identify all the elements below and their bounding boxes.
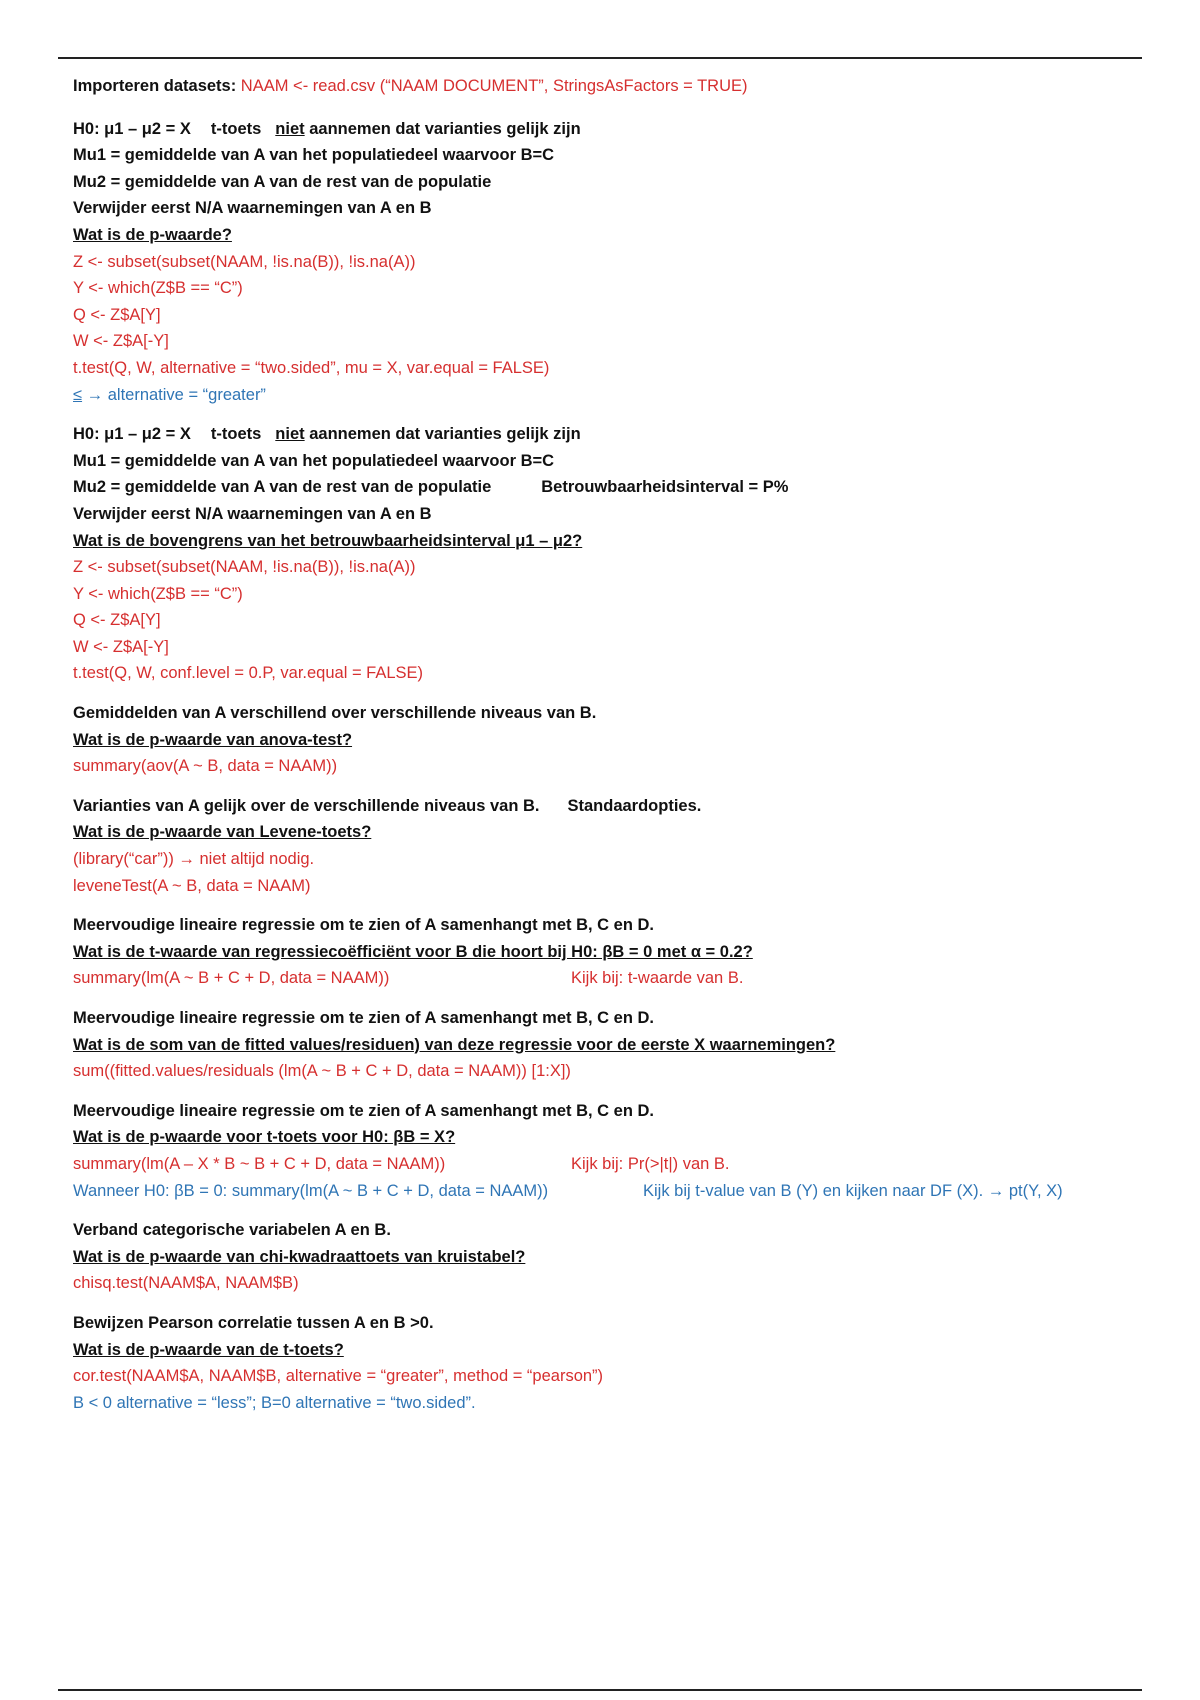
note-text: Wanneer H0: βB = 0: summary(lm(A ~ B + C + D, data = NAAM))	[73, 1181, 549, 1200]
code-line: leveneTest(A ~ B, data = NAAM)	[73, 876, 311, 895]
na-instruction: Verwijder eerst N/A waarnemingen van A en B	[73, 504, 432, 523]
question: Wat is de bovengrens van het betrouwbaarheidsinterval μ1 – μ2?	[73, 531, 583, 550]
mu1-definition: Mu1 = gemiddelde van A van het populatiedeel waarvoor B=C	[73, 451, 555, 470]
code-line: Z <- subset(subset(NAAM, !is.na(B)), !is.na(A))	[73, 252, 416, 271]
note-text: B < 0 alternative = “less”; B=0 alternative = “two.sided”.	[73, 1393, 476, 1412]
assumption-text: aannemen dat varianties gelijk zijn	[304, 119, 581, 138]
niet-label: niet	[275, 425, 305, 444]
import-section	[73, 73, 1153, 100]
section-statement: Meervoudige lineaire regressie om te zien of A samenhangt met B, C en D.	[73, 916, 655, 935]
anova-section	[73, 700, 1153, 780]
h0-heading: H0: μ1 – μ2 = X	[73, 425, 191, 444]
code-line: W <- Z$A[-Y]	[73, 637, 169, 656]
question: Wat is de p-waarde?	[73, 225, 232, 244]
bottom-rule	[58, 1689, 1142, 1691]
ttoets-label: t-toets	[210, 425, 262, 444]
correlation-section	[73, 1310, 1153, 1416]
le-symbol: ≤	[73, 385, 83, 404]
chisq-section	[73, 1217, 1153, 1297]
code-line: t.test(Q, W, conf.level = 0.P, var.equal = FALSE)	[73, 664, 424, 683]
import-code: NAAM <- read.csv (“NAAM DOCUMENT”, StringsAsFactors = TRUE)	[236, 77, 748, 95]
standard-options-label: Standaardopties.	[567, 796, 702, 815]
code-line: cor.test(NAAM$A, NAAM$B, alternative = “greater”, method = “pearson”)	[73, 1367, 604, 1386]
mu2-definition: Mu2 = gemiddelde van A van de rest van de populatie	[73, 478, 492, 497]
code-line: Q <- Z$A[Y]	[73, 305, 161, 324]
ci-label: Betrouwbaarheidsinterval = P%	[541, 478, 789, 497]
question: Wat is de som van de fitted values/residuen) van deze regressie voor de eerste X waarnemingen?	[73, 1035, 836, 1054]
h0-heading: H0: μ1 – μ2 = X	[73, 119, 191, 138]
question: Wat is de p-waarde voor t-toets voor H0: βB = X?	[73, 1128, 456, 1147]
code-line: summary(lm(A ~ B + C + D, data = NAAM))	[73, 969, 390, 988]
import-label: Importeren datasets:	[73, 77, 237, 95]
code-line: Y <- which(Z$B == “C”)	[73, 279, 243, 298]
top-rule	[58, 57, 1142, 59]
code-line: Z <- subset(subset(NAAM, !is.na(B)), !is.na(A))	[73, 558, 416, 577]
question: Wat is de p-waarde van Levene-toets?	[73, 823, 372, 842]
note-text: Kijk bij t-value van B (Y) en kijken naar DF (X). → pt(Y, X)	[643, 1181, 1063, 1200]
question: Wat is de t-waarde van regressiecoëfficiënt voor B die hoort bij H0: βB = 0 met α = 0.2?	[73, 942, 753, 961]
section-statement: Meervoudige lineaire regressie om te zien of A samenhangt met B, C en D.	[73, 1009, 655, 1027]
ttest-ci-section	[73, 421, 1153, 687]
code-line: Y <- which(Z$B == “C”)	[73, 584, 243, 603]
code-line: W <- Z$A[-Y]	[73, 332, 169, 351]
code-line: summary(lm(A – X * B ~ B + C + D, data = NAAM))	[73, 1154, 446, 1173]
levene-section	[73, 793, 1153, 899]
hint-text: Kijk bij: t-waarde van B.	[571, 969, 744, 988]
regression-tvalue-section	[73, 912, 1153, 992]
assumption-text: aannemen dat varianties gelijk zijn	[304, 425, 581, 444]
ttest-pvalue-section	[73, 116, 1153, 409]
mu1-definition: Mu1 = gemiddelde van A van het populatiedeel waarvoor B=C	[73, 146, 555, 165]
mu2-definition: Mu2 = gemiddelde van A van de rest van de populatie	[73, 172, 492, 191]
code-line: chisq.test(NAAM$A, NAAM$B)	[73, 1274, 299, 1293]
section-statement: Bewijzen Pearson correlatie tussen A en B >0.	[73, 1313, 434, 1332]
section-statement: Meervoudige lineaire regressie om te zien of A samenhangt met B, C en D.	[73, 1101, 655, 1120]
code-line: sum((fitted.values/residuals (lm(A ~ B + C + D, data = NAAM)) [1:X])	[73, 1062, 571, 1081]
code-line: (library(“car”)) → niet altijd nodig.	[73, 850, 315, 869]
section-statement: Varianties van A gelijk over de verschillende niveaus van B.	[73, 796, 540, 815]
question: Wat is de p-waarde van chi-kwadraattoets van kruistabel?	[73, 1247, 526, 1266]
document-body	[73, 73, 1153, 1429]
na-instruction: Verwijder eerst N/A waarnemingen van A en B	[73, 199, 432, 218]
hint-text: Kijk bij: Pr(>|t|) van B.	[571, 1154, 730, 1173]
ttoets-label: t-toets	[210, 119, 262, 138]
code-line: summary(aov(A ~ B, data = NAAM))	[73, 757, 338, 776]
note-text: → alternative = “greater”	[82, 385, 266, 404]
regression-pvalue-section	[73, 1098, 1153, 1204]
regression-sum-section	[73, 1005, 1153, 1085]
question: Wat is de p-waarde van anova-test?	[73, 730, 353, 749]
section-statement: Verband categorische variabelen A en B.	[73, 1221, 391, 1240]
niet-label: niet	[275, 119, 305, 138]
section-statement: Gemiddelden van A verschillend over verschillende niveaus van B.	[73, 704, 597, 723]
code-line: Q <- Z$A[Y]	[73, 611, 161, 630]
code-line: t.test(Q, W, alternative = “two.sided”, mu = X, var.equal = FALSE)	[73, 358, 550, 377]
question: Wat is de p-waarde van de t-toets?	[73, 1340, 344, 1359]
